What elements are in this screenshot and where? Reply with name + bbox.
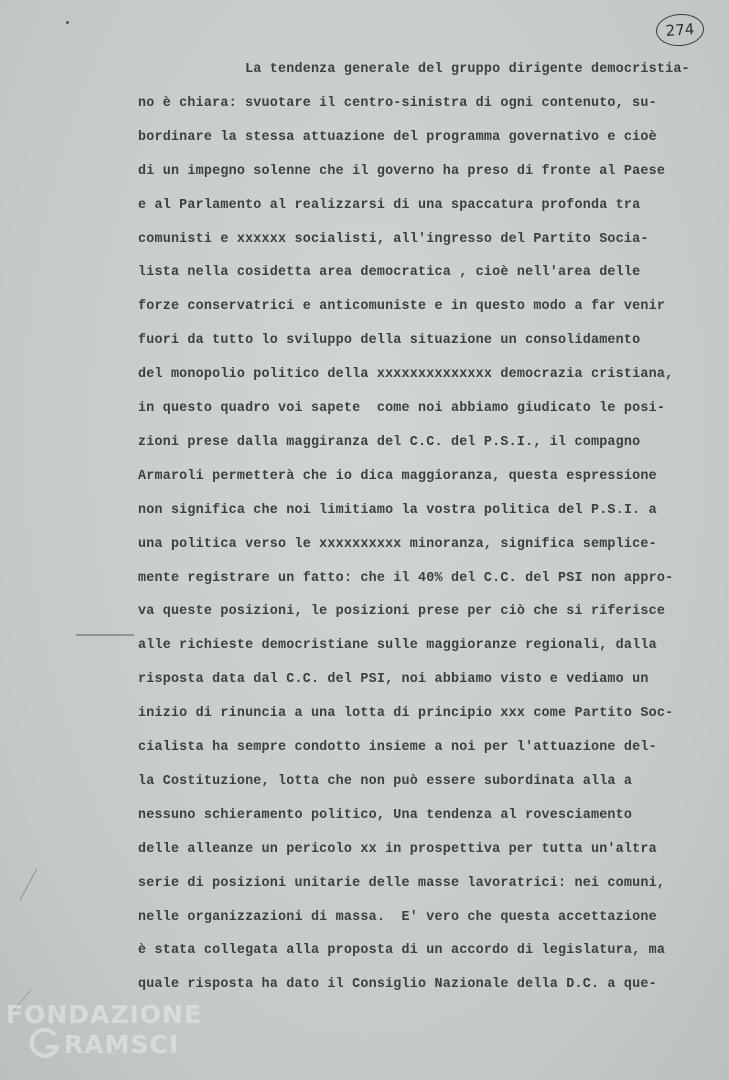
text-line: alle richieste democristiane sulle maggioranze regionali, dalla — [138, 638, 657, 653]
page-number-circled — [655, 12, 705, 47]
watermark-line-2: RAMSCI — [64, 1030, 180, 1059]
text-line: lista nella cosidetta area democratica , cioè nell'area delle — [138, 265, 641, 280]
text-line: mente registrare un fatto: che il 40% del C.C. del PSI non appro- — [138, 571, 674, 586]
text-line: di un impegno solenne che il governo ha preso di fronte al Paese — [138, 164, 666, 179]
text-line: delle alleanze un pericolo xx in prospettiva per tutta un'altra — [138, 842, 657, 857]
text-line: del monopolio politico della xxxxxxxxxxxxxx democrazia cristiana, — [138, 367, 674, 382]
text-line: fuori da tutto lo sviluppo della situazione un consolidamento — [138, 333, 641, 348]
gramsci-g-logo-icon — [28, 1026, 62, 1060]
watermark-line-1: FONDAZIONE — [6, 1000, 203, 1029]
text-line: no è chiara: svuotare il centro-sinistra di ogni contenuto, su- — [138, 96, 657, 111]
text-line: cialista ha sempre condotto insieme a noi per l'attuazione del- — [138, 740, 657, 755]
ink-dot — [66, 21, 69, 24]
text-line: La tendenza generale del gruppo dirigente democristia- — [138, 62, 690, 77]
text-line: bordinare la stessa attuazione del programma governativo e cioè — [138, 130, 657, 145]
text-line: è stata collegata alla proposta di un accordo di legislatura, ma — [138, 943, 666, 958]
text-line: zioni prese dalla maggiranza del C.C. del P.S.I., il compagno — [138, 435, 641, 450]
page-number: 274 — [665, 20, 695, 40]
text-line: forze conservatrici e anticomuniste e in questo modo a far venir — [138, 299, 666, 314]
text-line: va queste posizioni, le posizioni prese per ciò che si riferisce — [138, 604, 666, 619]
text-line: la Costituzione, lotta che non può essere subordinata alla a — [138, 774, 633, 789]
text-line: Armaroli permetterà che io dica maggioranza, questa espressione — [138, 469, 657, 484]
pencil-mark — [19, 869, 37, 901]
text-line: non significa che noi limitiamo la vostra politica del P.S.I. a — [138, 503, 657, 518]
text-line: inizio di rinuncia a una lotta di principio xxx come Partito Soc- — [138, 706, 674, 721]
text-line: serie di posizioni unitarie delle masse lavoratrici: nei comuni, — [138, 876, 666, 891]
fondazione-gramsci-watermark — [0, 996, 203, 1080]
text-line: in questo quadro voi sapete come noi abbiamo giudicato le posi- — [138, 401, 666, 416]
margin-mark — [76, 634, 134, 636]
text-line: comunisti e xxxxxx socialisti, all'ingresso del Partito Socia- — [138, 232, 649, 247]
text-line: nessuno schieramento politico, Una tendenza al rovesciamento — [138, 808, 633, 823]
text-line: una politica verso le xxxxxxxxxx minoranza, significa semplice- — [138, 537, 657, 552]
text-line: risposta data dal C.C. del PSI, noi abbiamo visto e vediamo un — [138, 672, 649, 687]
text-line: nelle organizzazioni di massa. E' vero che questa accettazione — [138, 910, 657, 925]
text-line: quale risposta ha dato il Consiglio Nazionale della D.C. a que- — [138, 977, 657, 992]
text-line: e al Parlamento al realizzarsi di una spaccatura profonda tra — [138, 198, 641, 213]
